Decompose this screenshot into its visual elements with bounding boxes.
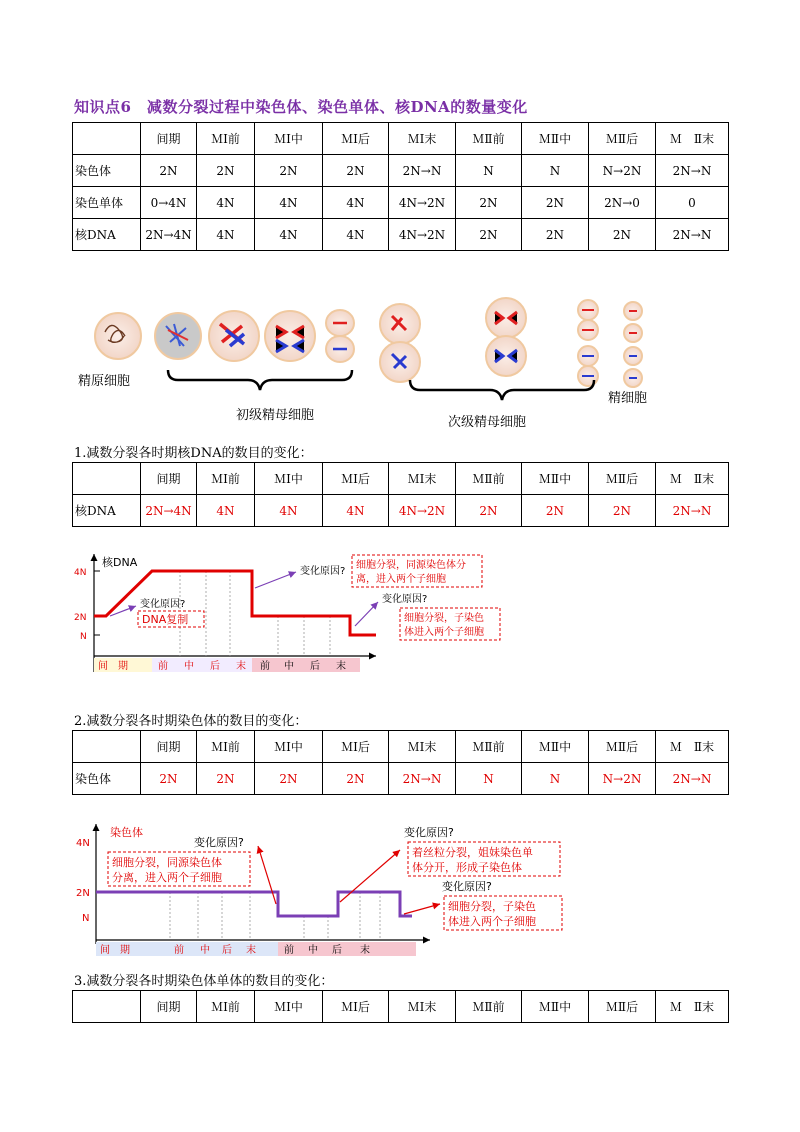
- meiosis-cell-diagram: [70, 290, 670, 435]
- chromosome-line: [96, 892, 412, 916]
- reason-text: DNA复制: [142, 613, 189, 626]
- x-label: 间 期: [100, 945, 130, 956]
- table-cell: 4N: [255, 219, 323, 251]
- reason-label: 变化原因?: [404, 826, 454, 839]
- table-cell: 2N: [323, 155, 389, 187]
- table-cell: 0→4N: [141, 187, 197, 219]
- header-cell: 间期: [141, 991, 197, 1023]
- chromosome-table: [72, 730, 729, 795]
- header-cell: ＭⅠ末: [389, 731, 456, 763]
- table-cell: N→2N: [589, 155, 656, 187]
- secondary-cells-telophase: [578, 300, 598, 386]
- table-cell: 2N: [522, 219, 589, 251]
- dna-line: [94, 571, 376, 635]
- primary-brace: [168, 370, 352, 390]
- reason-label: 变化原因?: [300, 566, 346, 577]
- answer-cell: N→2N: [589, 763, 656, 795]
- answer-cell: 2N: [141, 763, 197, 795]
- row-label: 染色体: [73, 155, 141, 187]
- table-row: [73, 219, 729, 251]
- x-label: 中: [308, 945, 318, 956]
- header-corner: [73, 991, 141, 1023]
- header-cell: ＭⅡ前: [456, 731, 522, 763]
- header-cell: ＭⅠ末: [389, 991, 456, 1023]
- x-label: 间 期: [98, 661, 128, 672]
- table-cell: 0: [656, 187, 729, 219]
- table-header-row: [73, 463, 729, 495]
- primary-cell-metaphase: [265, 311, 315, 361]
- header-cell: ＭⅠ中: [255, 123, 323, 155]
- header-cell: ＭⅡ后: [589, 731, 656, 763]
- primary-cell-interphase: [155, 313, 201, 359]
- header-cell: ＭⅠ前: [197, 731, 255, 763]
- table-cell: 4N: [197, 219, 255, 251]
- table-row: [73, 495, 729, 527]
- header-cell: ＭⅠ中: [255, 731, 323, 763]
- x-label: 后: [222, 945, 232, 956]
- table-cell: 4N: [197, 187, 255, 219]
- section-title: 知识点6 减数分裂过程中染色体、染色单体、核DNA的数量变化: [74, 98, 528, 116]
- header-corner: [73, 463, 141, 495]
- reason-text: 分离，进入两个子细胞: [112, 871, 222, 884]
- table-cell: 4N: [255, 187, 323, 219]
- answer-cell: 2N→N: [656, 763, 729, 795]
- row-label: 染色体: [73, 763, 141, 795]
- header-cell: ＭⅠ后: [323, 463, 389, 495]
- dna-table: [72, 462, 729, 527]
- reason-text: 细胞分裂，子染色: [404, 613, 484, 624]
- header-cell: Ｍ Ⅱ末: [656, 123, 729, 155]
- row-label: 核DNA: [73, 219, 141, 251]
- table-cell: 2N: [197, 155, 255, 187]
- table-row: [73, 763, 729, 795]
- secondary-brace: [410, 380, 594, 400]
- x-label: 末: [360, 945, 370, 956]
- header-cell: 间期: [141, 123, 197, 155]
- summary-table: [72, 122, 729, 251]
- header-cell: Ｍ Ⅱ末: [656, 731, 729, 763]
- reason-text: 细胞分裂，子染色: [448, 900, 536, 913]
- dna-graph: [70, 550, 510, 680]
- answer-cell: 2N: [255, 763, 323, 795]
- row-label: 核DNA: [73, 495, 141, 527]
- answer-cell: 4N: [197, 495, 255, 527]
- header-cell: ＭⅡ前: [456, 123, 522, 155]
- header-cell: ＭⅡ中: [522, 731, 589, 763]
- table-cell: 2N: [456, 219, 522, 251]
- table-cell: 4N: [323, 219, 389, 251]
- answer-cell: 2N: [456, 495, 522, 527]
- header-cell: ＭⅡ前: [456, 991, 522, 1023]
- x-label: 后: [332, 945, 342, 956]
- x-label: 中: [284, 661, 294, 672]
- secondary-cells-prophase: [380, 304, 420, 382]
- reason-text: 体进入两个子细胞: [448, 915, 536, 928]
- header-corner: [73, 731, 141, 763]
- header-cell: ＭⅠ中: [255, 463, 323, 495]
- answer-cell: 4N→2N: [389, 495, 456, 527]
- table-header-row: [73, 731, 729, 763]
- table-cell: 2N→4N: [141, 219, 197, 251]
- sperm-cells: [624, 302, 642, 387]
- answer-cell: 2N: [197, 763, 255, 795]
- spermatogonium-cell: [95, 313, 141, 359]
- secondary-cells-metaphase: [486, 298, 526, 376]
- label-primary: 初级精母细胞: [236, 408, 315, 423]
- table-cell: 2N: [141, 155, 197, 187]
- table-cell: 2N→N: [389, 155, 456, 187]
- header-cell: ＭⅡ中: [522, 463, 589, 495]
- x-label: 前: [158, 661, 168, 672]
- answer-cell: 2N: [323, 763, 389, 795]
- table-cell: N: [456, 155, 522, 187]
- label-spermatogonium: 精原细胞: [78, 374, 131, 389]
- q2-heading: 2.减数分裂各时期染色体的数目的变化：: [74, 714, 308, 729]
- answer-cell: 2N: [589, 495, 656, 527]
- answer-cell: 4N: [323, 495, 389, 527]
- reason-text: 体分开，形成子染色体: [412, 861, 522, 874]
- y-tick-label: 4N: [76, 838, 90, 849]
- x-label: 前: [174, 945, 184, 956]
- y-tick-label: 2N: [74, 613, 87, 623]
- header-cell: Ｍ Ⅱ末: [656, 991, 729, 1023]
- x-label: 前: [260, 661, 270, 672]
- table-cell: 2N: [456, 187, 522, 219]
- table-cell: 2N→N: [656, 219, 729, 251]
- table-row: [73, 155, 729, 187]
- answer-cell: 2N→N: [656, 495, 729, 527]
- header-cell: ＭⅠ后: [323, 731, 389, 763]
- q3-heading: 3.减数分裂各时期染色体单体的数目的变化：: [74, 974, 334, 989]
- table-cell: 2N: [522, 187, 589, 219]
- header-cell: ＭⅡ后: [589, 123, 656, 155]
- header-cell: ＭⅡ前: [456, 463, 522, 495]
- header-cell: ＭⅠ前: [197, 463, 255, 495]
- chromatid-table: [72, 990, 729, 1023]
- table-cell: 4N: [323, 187, 389, 219]
- header-cell: 间期: [141, 463, 197, 495]
- table-cell: 2N: [589, 219, 656, 251]
- x-label: 末: [246, 945, 256, 956]
- x-label: 后: [210, 661, 220, 672]
- x-label: 后: [310, 661, 320, 672]
- table-cell: 2N: [255, 155, 323, 187]
- y-tick-label: 2N: [76, 888, 90, 899]
- answer-cell: N: [456, 763, 522, 795]
- header-corner: [73, 123, 141, 155]
- header-cell: ＭⅠ后: [323, 123, 389, 155]
- table-cell: 4N→2N: [389, 219, 456, 251]
- answer-cell: 2N→N: [389, 763, 456, 795]
- header-cell: ＭⅡ中: [522, 123, 589, 155]
- header-cell: Ｍ Ⅱ末: [656, 463, 729, 495]
- mii-band: [278, 942, 416, 956]
- table-row: [73, 187, 729, 219]
- reason-text: 离，进入两个子细胞: [356, 574, 446, 585]
- header-cell: 间期: [141, 731, 197, 763]
- y-tick-label: 4N: [74, 568, 87, 578]
- table-cell: 2N→N: [656, 155, 729, 187]
- y-axis-title: 核DNA: [102, 556, 138, 569]
- x-label: 末: [236, 661, 246, 672]
- x-label: 中: [200, 945, 210, 956]
- header-cell: ＭⅠ中: [255, 991, 323, 1023]
- header-cell: ＭⅠ前: [197, 123, 255, 155]
- primary-cell-prophase: [209, 311, 259, 361]
- x-label: 中: [184, 661, 194, 672]
- q1-heading: 1.减数分裂各时期核DNA的数目的变化：: [74, 446, 313, 461]
- answer-cell: 2N→4N: [141, 495, 197, 527]
- header-cell: ＭⅠ后: [323, 991, 389, 1023]
- header-cell: ＭⅠ末: [389, 463, 456, 495]
- table-header-row: [73, 123, 729, 155]
- header-cell: ＭⅡ中: [522, 991, 589, 1023]
- x-label: 前: [284, 945, 294, 956]
- answer-cell: 2N: [522, 495, 589, 527]
- table-header-row: [73, 991, 729, 1023]
- y-tick-label: N: [82, 913, 90, 924]
- primary-cell-telophase: [326, 310, 354, 362]
- reason-label: 变化原因?: [382, 594, 428, 605]
- y-axis-title: 染色体: [110, 826, 143, 839]
- reason-text: 着丝粒分裂，姐妹染色单: [412, 846, 533, 859]
- header-cell: ＭⅡ后: [589, 991, 656, 1023]
- reason-text: 细胞分裂，同源染色体: [112, 856, 222, 869]
- table-cell: N: [522, 155, 589, 187]
- label-sperm: 精细胞: [608, 391, 648, 406]
- reason-text: 体进入两个子细胞: [404, 627, 484, 638]
- x-label: 末: [336, 661, 346, 672]
- table-cell: 2N→0: [589, 187, 656, 219]
- chromosome-graph: [70, 818, 570, 958]
- header-cell: ＭⅠ前: [197, 991, 255, 1023]
- reason-label: 变化原因?: [194, 836, 244, 849]
- label-secondary: 次级精母细胞: [448, 415, 527, 430]
- header-cell: ＭⅠ末: [389, 123, 456, 155]
- answer-cell: 4N: [255, 495, 323, 527]
- row-label: 染色单体: [73, 187, 141, 219]
- table-cell: 4N→2N: [389, 187, 456, 219]
- header-cell: ＭⅡ后: [589, 463, 656, 495]
- reason-text: 细胞分裂，同源染色体分: [356, 560, 466, 571]
- reason-label: 变化原因?: [442, 880, 492, 893]
- reason-label: 变化原因?: [140, 599, 186, 610]
- y-tick-label: N: [80, 632, 87, 642]
- answer-cell: N: [522, 763, 589, 795]
